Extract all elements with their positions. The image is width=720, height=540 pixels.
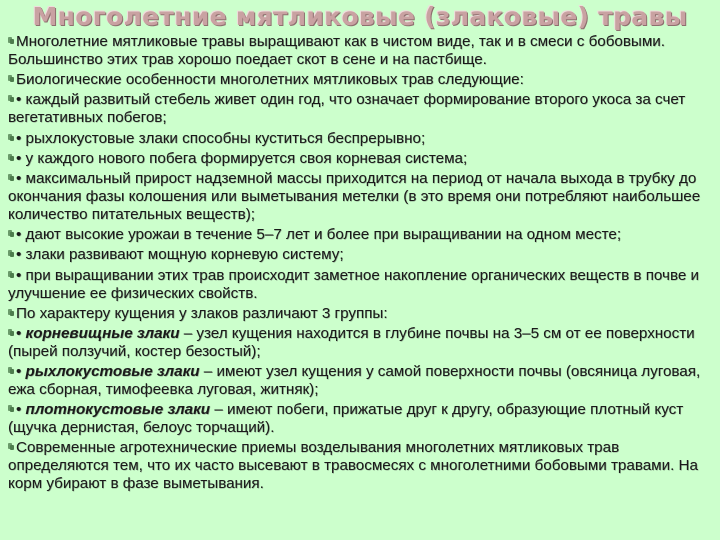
paragraph-text: По характеру кущения у злаков различают 3 группы: [16,304,388,322]
paragraph [8,91,712,127]
paragraph [8,33,712,69]
square-bullet-icon [8,95,15,103]
paragraph [8,130,712,148]
paragraph [8,170,712,224]
paragraph [8,401,712,437]
group-term: корневищные злаки [25,324,180,342]
paragraph-text: – имеют узел кущения у самой поверхности почвы (овсяница луговая, ежа сборная, тимофеевка луговая, житняк); [8,363,701,399]
square-bullet-icon [8,271,15,279]
square-bullet-icon [8,37,15,45]
paragraph-text: • злаки развивают мощную корневую систему; [16,246,344,264]
paragraph [8,267,712,303]
paragraph [8,363,712,399]
paragraph-prefix: • [16,363,26,381]
paragraph-text: Современные агротехнические приемы возделывания многолетних мятликовых трав определяются тем, что их часто высевают в травосмесях с многолетними бобовыми травами. На корм убирают в фазе выметывания. [8,439,698,493]
paragraph-text: • у каждого нового побега формируется своя корневая система; [16,149,468,167]
group-term: плотнокустовые злаки [25,401,211,419]
slide-body [8,33,712,496]
paragraph-text: • максимальный прирост надземной массы приходится на период от начала выхода в трубку до окончания фазы колошения или выметывания метелки (в это время они потребляют наибольшее количество питательных веществ); [8,169,701,223]
square-bullet-icon [8,443,15,451]
paragraph-text: • при выращивании этих трав происходит заметное накопление органических веществ в почве и улучшение ее физических свойств. [8,266,700,302]
square-bullet-icon [8,174,15,182]
paragraph [8,325,712,361]
paragraph [8,226,712,244]
paragraph-text: – имеют побеги, прижатые друг к другу, образующие плотный куст (щучка дернистая, белоус торчащий). [8,401,684,437]
paragraph-text: • дают высокие урожаи в течение 5–7 лет и более при выращивании на одном месте; [16,226,622,244]
paragraph-text: • каждый развитый стебель живет один год, что означает формирование второго укоса за счет вегетативных побегов; [8,91,686,127]
paragraph [8,439,712,493]
square-bullet-icon [8,367,15,375]
paragraph-text: – узел кущения находится в глубине почвы на 3–5 см от ее поверхности (пырей ползучий, костер безостый); [8,324,695,360]
square-bullet-icon [8,405,15,413]
square-bullet-icon [8,134,15,142]
group-term: рыхлокустовые злаки [25,363,200,381]
square-bullet-icon [8,75,15,83]
paragraph [8,150,712,168]
paragraph [8,246,712,264]
square-bullet-icon [8,329,15,337]
paragraph [8,71,712,89]
paragraph-text: • рыхлокустовые злаки способны куститься беспрерывно; [16,129,426,147]
paragraph-text: Многолетние мятликовые травы выращивают как в чистом виде, так и в смеси с бобовыми. Большинство этих трав хорошо поедает скот в сене и на пастбище. [8,33,665,68]
slide-title: Многолетние мятликовые (злаковые) травы [32,2,688,31]
square-bullet-icon [8,309,15,317]
paragraph [8,305,712,323]
square-bullet-icon [8,250,15,258]
square-bullet-icon [8,230,15,238]
square-bullet-icon [8,154,15,162]
paragraph-text: Биологические особенности многолетних мятликовых трав следующие: [16,71,524,89]
paragraph-prefix: • [16,324,26,342]
paragraph-prefix: • [16,401,26,419]
